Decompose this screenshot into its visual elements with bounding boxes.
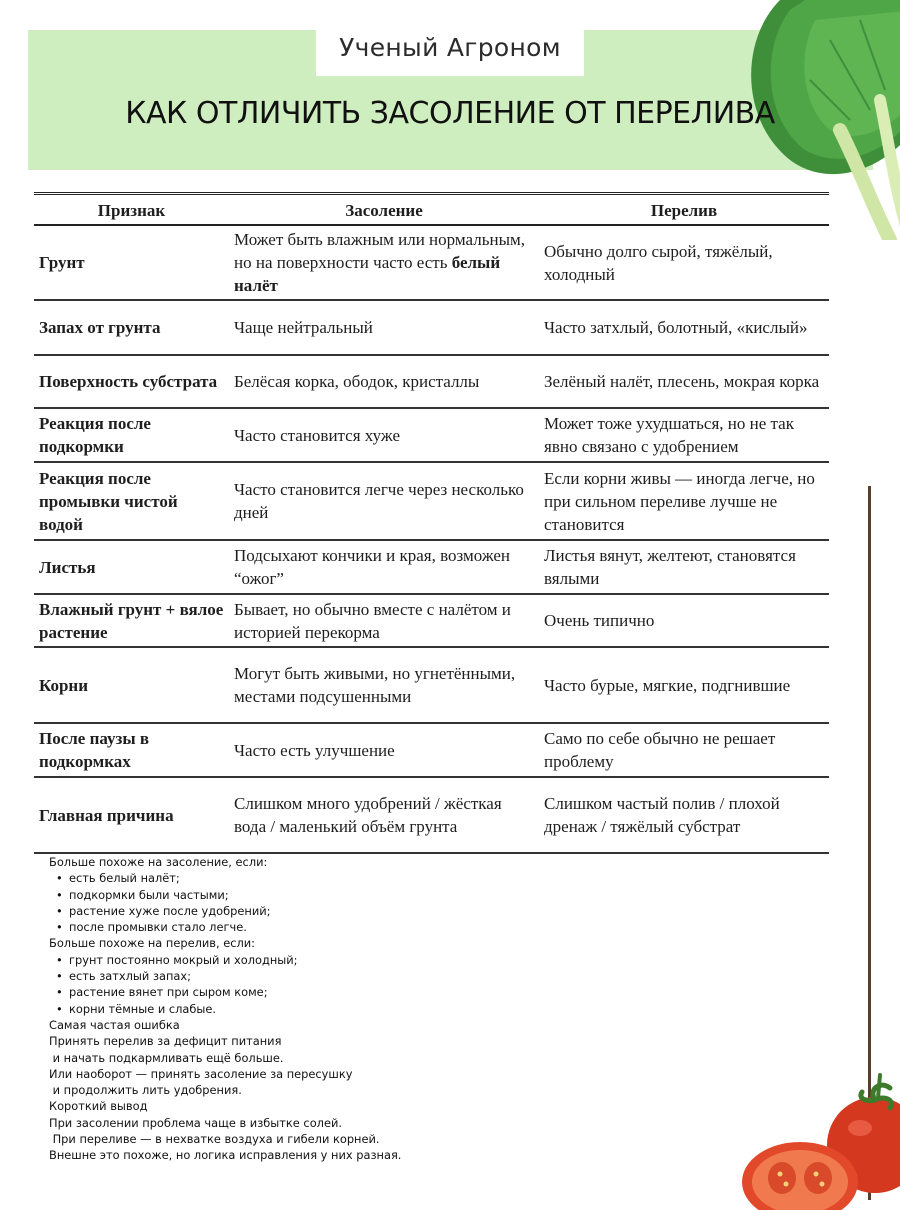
list-item: • есть белый налёт; (69, 870, 489, 886)
cell-over: Часто затхлый, болотный, «кислый» (539, 300, 829, 355)
notes-section (49, 854, 489, 1164)
tomato-icon (740, 1070, 900, 1210)
table-row (34, 300, 829, 355)
salt-intro: Больше похоже на засоление, если: (49, 855, 268, 869)
cell-sign: Запах от грунта (34, 300, 229, 355)
summary-title: Короткий вывод (49, 1099, 148, 1114)
cell-over: Зелёный налёт, плесень, мокрая корка (539, 355, 829, 408)
cell-sign: Реакция после промывки чистой водой (34, 462, 229, 540)
list-item: • после промывки стало легче. (69, 919, 489, 935)
cell-salt: Белёсая корка, ободок, кристаллы (229, 355, 539, 408)
column-header-salt: Засоление (229, 194, 539, 226)
cell-sign: Корни (34, 647, 229, 723)
column-header-over: Перелив (539, 194, 829, 226)
cell-salt: Подсыхают кончики и края, возможен “ожог” (229, 540, 539, 594)
list-item: • подкормки были частыми; (69, 887, 489, 903)
table-row (34, 355, 829, 408)
mistake-line: и продолжить лить удобрения. (49, 1083, 242, 1098)
table-row (34, 777, 829, 853)
summary-line: При переливе — в нехватке воздуха и гибели корней. (49, 1132, 380, 1147)
brand-box (316, 18, 584, 76)
mistake-title: Самая частая ошибка (49, 1017, 180, 1032)
table-row (34, 647, 829, 723)
table-row (34, 462, 829, 540)
table-row (34, 540, 829, 594)
list-item: • есть затхлый запах; (69, 968, 489, 984)
cell-salt-bold: белый налёт (234, 253, 501, 295)
cell-sign: Поверхность субстрата (34, 355, 229, 408)
cell-sign: Влажный грунт + вялое растение (34, 594, 229, 647)
cell-over: Само по себе обычно не решает проблему (539, 723, 829, 777)
summary-line: Внешне это похоже, но логика исправления у них разная. (49, 1148, 402, 1163)
page-title: КАК ОТЛИЧИТЬ ЗАСОЛЕНИЕ ОТ ПЕРЕЛИВА (125, 96, 775, 131)
cell-sign: Главная причина (34, 777, 229, 853)
mistake-line: Принять перелив за дефицит питания (49, 1034, 282, 1049)
cell-over: Если корни живы — иногда легче, но при сильном переливе лучше не становится (539, 462, 829, 540)
table-header-row (34, 194, 829, 226)
cell-over: Часто бурые, мягкие, подгнившие (539, 647, 829, 723)
table-row (34, 408, 829, 462)
cell-salt: Часто есть улучшение (229, 723, 539, 777)
list-item: • грунт постоянно мокрый и холодный; (69, 952, 489, 968)
cell-over: Очень типично (539, 594, 829, 647)
over-list (49, 952, 489, 1017)
column-header-sign: Признак (34, 194, 229, 226)
cell-over: Листья вянут, желтеют, становятся вялыми (539, 540, 829, 594)
table-row (34, 594, 829, 647)
cell-sign: После паузы в подкормках (34, 723, 229, 777)
cell-salt: Часто становится легче через несколько дней (229, 462, 539, 540)
cell-salt: Слишком много удобрений / жёсткая вода / маленький объём грунта (229, 777, 539, 853)
cell-salt: Чаще нейтральный (229, 300, 539, 355)
cell-over: Может тоже ухудшаться, но не так явно связано с удобрением (539, 408, 829, 462)
cell-sign: Грунт (34, 225, 229, 300)
cell-over: Обычно долго сырой, тяжёлый, холодный (539, 225, 829, 300)
mistake-line: Или наоборот — принять засоление за пересушку (49, 1066, 353, 1081)
over-intro: Больше похоже на перелив, если: (49, 936, 256, 951)
brand-name: Ученый Агроном (339, 32, 561, 62)
comparison-table (34, 192, 829, 854)
cell-salt: Бывает, но обычно вместе с налётом и историей перекорма (229, 594, 539, 647)
list-item: • корни тёмные и слабые. (69, 1001, 489, 1017)
mistake-line: и начать подкармливать ещё больше. (49, 1050, 284, 1065)
summary-line: При засолении проблема чаще в избытке солей. (49, 1115, 342, 1130)
cell-salt: Часто становится хуже (229, 408, 539, 462)
cell-sign: Листья (34, 540, 229, 594)
table-row (34, 723, 829, 777)
list-item: • растение вянет при сыром коме; (69, 984, 489, 1000)
list-item: • растение хуже после удобрений; (69, 903, 489, 919)
salt-list (49, 870, 489, 935)
cell-salt-text: Может быть влажным или нормальным, но на поверхности часто есть (234, 230, 525, 272)
cell-over: Слишком частый полив / плохой дренаж / тяжёлый субстрат (539, 777, 829, 853)
cell-salt: Могут быть живыми, но угнетёнными, местами подсушенными (229, 647, 539, 723)
table-row (34, 225, 829, 300)
cell-salt (229, 225, 539, 300)
cell-sign: Реакция после подкормки (34, 408, 229, 462)
